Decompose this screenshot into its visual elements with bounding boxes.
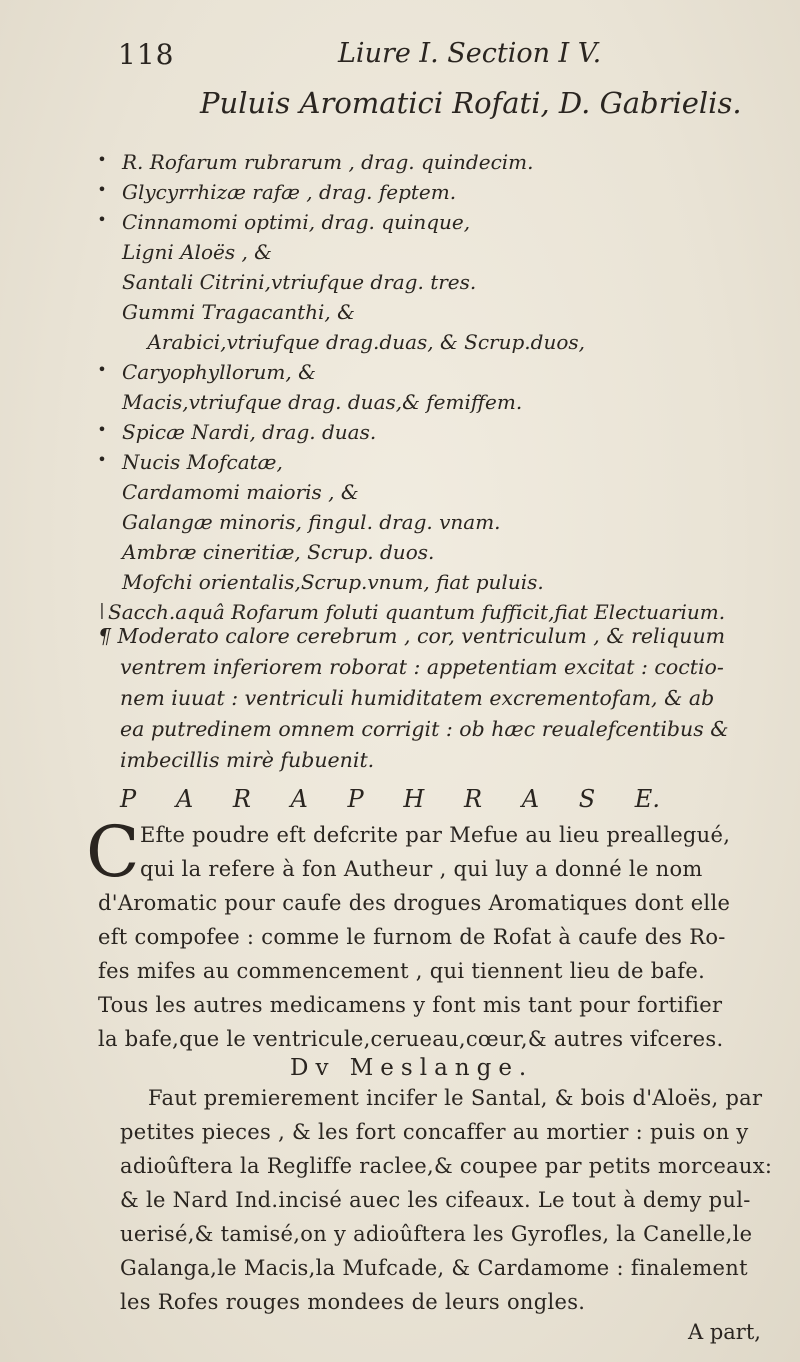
- meslange-body: [120, 1086, 780, 1324]
- recipe-text: Santali Citrini,vtriufque drag. tres.: [122, 270, 477, 294]
- recipe-text: R. Rofarum rubrarum , drag. quindecim.: [122, 150, 534, 174]
- heading-letter: S: [578, 785, 596, 813]
- note-line: nem iuuat : ventriculi humiditatem excrementofam, & ab: [120, 686, 715, 710]
- body-line: d'Aromatic pour caufe des drogues Aromatiques dont elle: [98, 891, 731, 915]
- body-line: Tous les autres medicamens y font mis tant pour fortifier: [98, 993, 723, 1017]
- note-line: ¶ Moderato calore cerebrum , cor, ventriculum , & reliquum: [98, 624, 726, 648]
- recipe-line: [90, 360, 780, 390]
- recipe-text: Ambræ cineritiæ, Scrup. duos.: [122, 540, 435, 564]
- recipe-title: Puluis Aromatici Rofati, D. Gabrielis.: [200, 86, 742, 120]
- running-title: Liure I. Section I V.: [338, 38, 602, 69]
- recipe-line: [90, 240, 780, 270]
- recipe-line: [90, 570, 780, 600]
- paraphrase-body: [86, 811, 790, 1061]
- body-line: qui la refere à fon Autheur , qui luy a donné le nom: [140, 857, 703, 881]
- recipe-text: Sacch.aquâ Rofarum foluti quantum fufficit,fiat Electuarium.: [108, 600, 726, 624]
- recipe-line: [90, 420, 780, 450]
- recipe-text: Macis,vtriufque drag. duas,& femiffem.: [122, 390, 523, 414]
- paraphrase-heading: [120, 785, 660, 813]
- heading-letter: P: [120, 785, 137, 813]
- body-line: petites pieces , & les fort concaffer au mortier : puis on y: [120, 1120, 749, 1144]
- recipe-line: [90, 180, 780, 210]
- body-line: eft compofee : comme le furnom de Rofat à caufe des Ro-: [98, 925, 726, 949]
- margin-mark: •: [97, 150, 107, 169]
- recipe-text: Gummi Tragacanthi, &: [122, 300, 355, 324]
- recipe-line: [90, 480, 780, 510]
- drop-cap: C: [86, 811, 140, 893]
- catchword: A part,: [688, 1320, 761, 1344]
- body-line: Faut premierement incifer le Santal, & bois d'Aloës, par: [148, 1086, 763, 1110]
- heading-letter: A: [290, 785, 308, 813]
- recipe-line: [90, 390, 780, 420]
- recipe-text: Mofchi orientalis,Scrup.vnum, fiat puluis.: [122, 570, 544, 594]
- margin-mark: •: [97, 360, 107, 379]
- note-line: ventrem inferiorem roborat : appetentiam excitat : coctio-: [120, 655, 724, 679]
- recipe-line: [90, 330, 780, 360]
- recipe-line: [90, 270, 780, 300]
- recipe-line: [90, 150, 780, 180]
- page-number: 118: [118, 38, 175, 71]
- body-line: & le Nard Ind.incisé auec les cifeaux. Le tout à demy pul-: [120, 1188, 751, 1212]
- heading-letter: R: [232, 785, 251, 813]
- virtues-note: [90, 624, 790, 779]
- meslange-heading: Dv Meslange.: [290, 1055, 534, 1081]
- heading-letter: A: [175, 785, 194, 813]
- margin-mark: •: [97, 450, 107, 469]
- recipe-text: Spicæ Nardi, drag. duas.: [122, 420, 377, 444]
- recipe-list: [90, 150, 780, 630]
- recipe-line: [90, 540, 780, 570]
- body-line: adioûftera la Regliffe raclee,& coupee par petits morceaux:: [120, 1154, 773, 1178]
- note-line: ea putredinem omnem corrigit : ob hæc reualefcentibus &: [120, 717, 729, 741]
- body-line: Galanga,le Macis,la Mufcade, & Cardamome : finalement: [120, 1256, 748, 1280]
- recipe-text: Nucis Mofcatæ,: [122, 450, 283, 474]
- heading-letter: P: [347, 785, 364, 813]
- heading-letter: H: [403, 785, 425, 813]
- recipe-text: Glycyrrhizæ rafæ , drag. feptem.: [122, 180, 457, 204]
- heading-letter: A: [521, 785, 540, 813]
- recipe-text: Ligni Aloës , &: [122, 240, 272, 264]
- body-line: la bafe,que le ventricule,cerueau,cœur,& autres vifceres.: [98, 1027, 724, 1051]
- recipe-line: [90, 510, 780, 540]
- recipe-line: [90, 450, 780, 480]
- body-line: uerisé,& tamisé,on y adioûftera les Gyrofles, la Canelle,le: [120, 1222, 753, 1246]
- recipe-text: Arabici,vtriufque drag.duas, & Scrup.duos,: [122, 330, 586, 354]
- body-line: fes mifes au commencement , qui tiennent lieu de bafe.: [98, 959, 706, 983]
- body-line: Efte poudre eft defcrite par Mefue au lieu preallegué,: [140, 823, 731, 847]
- margin-mark: •: [97, 210, 107, 229]
- page-header: [118, 38, 678, 82]
- body-line: les Rofes rouges mondees de leurs ongles.: [120, 1290, 586, 1314]
- margin-mark: •: [97, 420, 107, 439]
- note-line: imbecillis mirè fubuenit.: [120, 748, 375, 772]
- recipe-text: Cardamomi maioris , &: [122, 480, 359, 504]
- recipe-text: Caryophyllorum, &: [122, 360, 316, 384]
- heading-letter: E.: [634, 785, 660, 813]
- margin-mark: |: [99, 600, 105, 619]
- heading-letter: R: [463, 785, 483, 813]
- margin-mark: •: [97, 180, 107, 199]
- recipe-text: Galangæ minoris, fingul. drag. vnam.: [122, 510, 501, 534]
- recipe-line: [90, 300, 780, 330]
- recipe-line: [90, 210, 780, 240]
- recipe-text: Cinnamomi optimi, drag. quinque,: [122, 210, 471, 234]
